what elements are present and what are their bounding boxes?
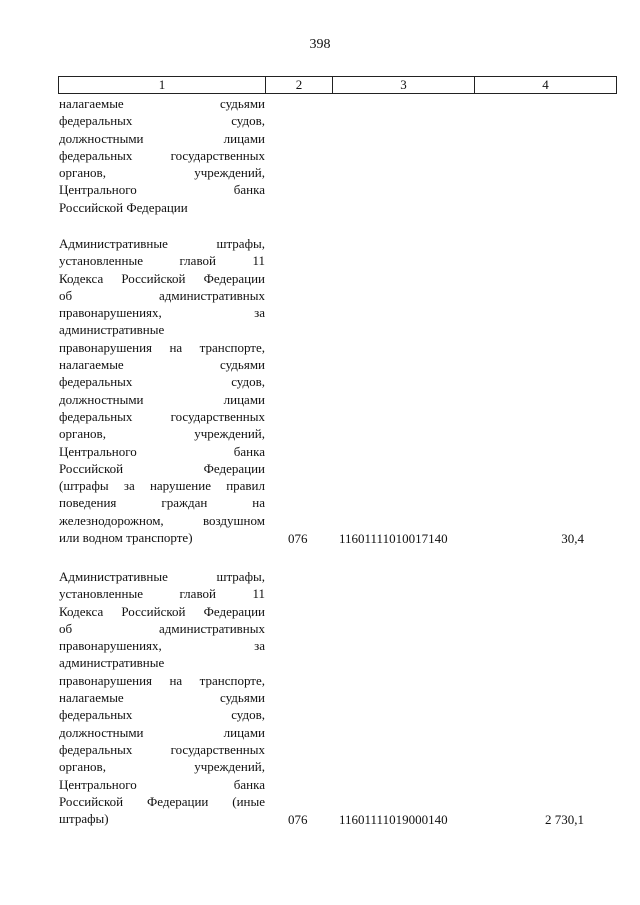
description-line: органов, учреждений,: [59, 165, 265, 181]
description-line: железнодорожном, воздушном: [59, 512, 265, 528]
description-line: поведения граждан на: [59, 495, 265, 511]
description-line: федеральных государственных: [59, 147, 265, 163]
description-line: федеральных государственных: [59, 408, 265, 424]
row-code: 076: [288, 531, 308, 546]
description-line: должностными лицами: [59, 130, 265, 146]
row-description-transport-fines: [59, 235, 265, 546]
description-line: федеральных судов,: [59, 113, 265, 129]
description-line: об административных: [59, 620, 265, 636]
description-line: Центрального банка: [59, 443, 265, 459]
description-line: (штрафы за нарушение правил: [59, 478, 265, 494]
column-header-2: 2: [266, 77, 333, 94]
description-line: правонарушения на транспорте,: [59, 339, 265, 355]
description-line: Российской Федерации: [59, 199, 188, 215]
description-line: об административных: [59, 287, 265, 303]
row-amount: 30,4: [561, 531, 584, 546]
description-line: установленные главой 11: [59, 253, 265, 269]
description-line: правонарушениях, за: [59, 305, 265, 321]
column-header-row: [59, 77, 617, 94]
column-header-3: 3: [333, 77, 475, 94]
description-line: должностными лицами: [59, 391, 265, 407]
column-header-1: 1: [59, 77, 266, 94]
description-line: Российской Федерации (иные: [59, 793, 265, 809]
description-line: Центрального банка: [59, 182, 265, 198]
description-line: должностными лицами: [59, 724, 265, 740]
description-line: правонарушениях, за: [59, 638, 265, 654]
description-line: налагаемые судьями: [59, 357, 265, 373]
description-line: административные: [59, 322, 165, 338]
description-line: Административные штрафы,: [59, 569, 265, 584]
row-description-other-fines: [59, 568, 265, 827]
description-line: или водном транспорте): [59, 530, 193, 546]
description-line: налагаемые судьями: [59, 690, 265, 706]
row-description-continuation: [59, 95, 265, 216]
description-line: Кодекса Российской Федерации: [59, 603, 265, 619]
description-line: налагаемые судьями: [59, 96, 265, 111]
row-amount: 2 730,1: [545, 812, 584, 827]
description-line: органов, учреждений,: [59, 426, 265, 442]
column-header-table: [58, 76, 617, 94]
description-line: штрафы): [59, 811, 109, 827]
description-line: административные: [59, 655, 165, 671]
description-line: федеральных судов,: [59, 374, 265, 390]
description-line: федеральных государственных: [59, 741, 265, 757]
column-header-4: 4: [475, 77, 617, 94]
description-line: правонарушения на транспорте,: [59, 672, 265, 688]
row-budget-code: 11601111019000140: [339, 812, 448, 827]
description-line: установленные главой 11: [59, 586, 265, 602]
row-budget-code: 11601111010017140: [339, 531, 448, 546]
description-line: Центрального банка: [59, 776, 265, 792]
description-line: Административные штрафы,: [59, 236, 265, 251]
description-line: Российской Федерации: [59, 460, 265, 476]
description-line: органов, учреждений,: [59, 759, 265, 775]
row-code: 076: [288, 812, 308, 827]
page-number: 398: [309, 37, 331, 52]
description-line: Кодекса Российской Федерации: [59, 270, 265, 286]
description-line: федеральных судов,: [59, 707, 265, 723]
